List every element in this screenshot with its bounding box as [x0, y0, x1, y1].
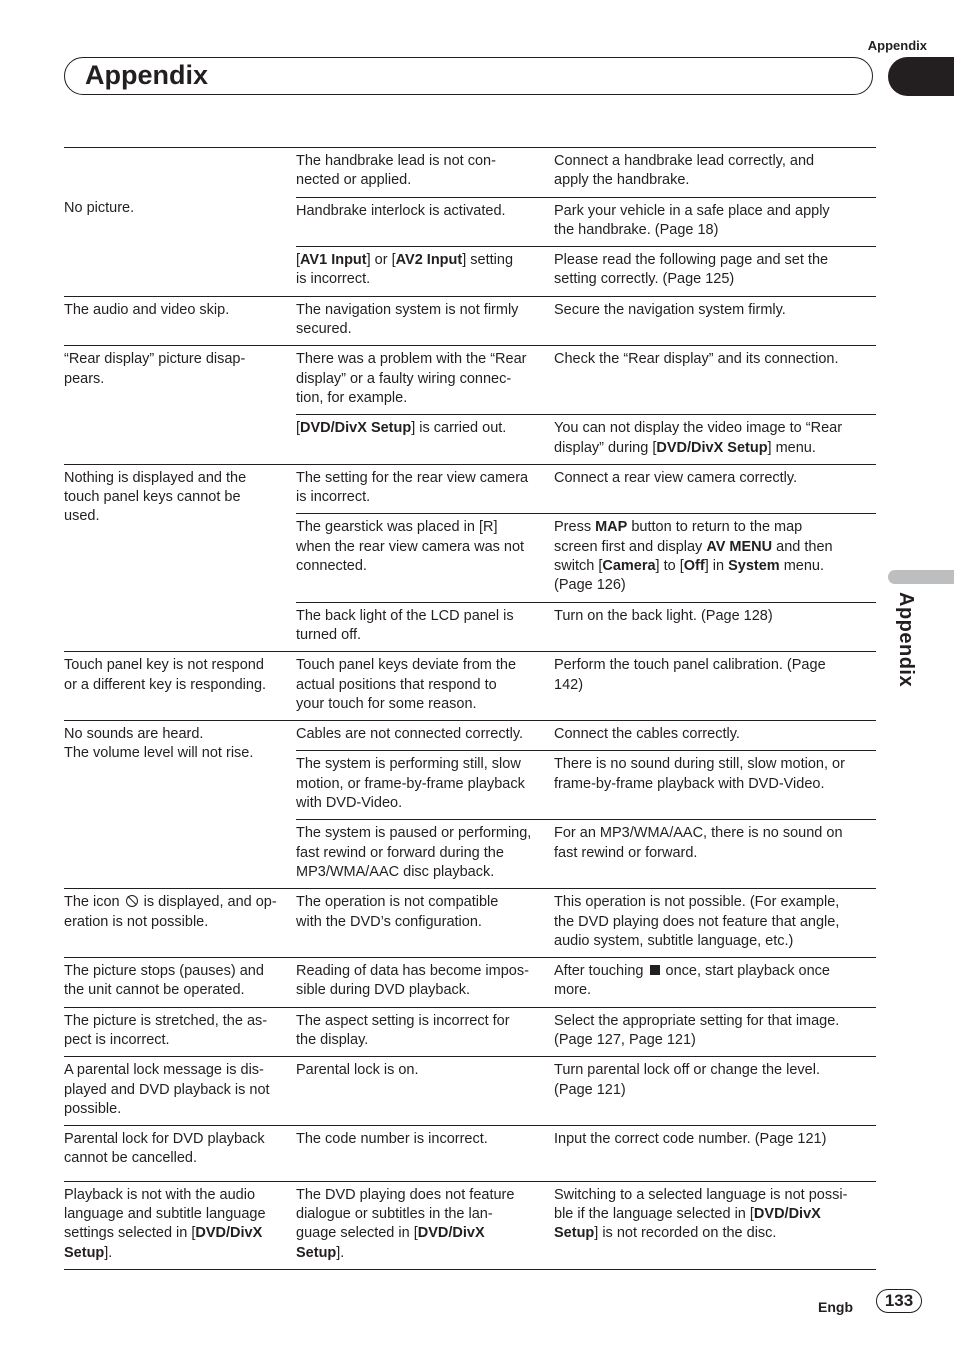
action-cell: Connect the cables correctly. [554, 721, 876, 751]
cause-cell: The system is paused or performing, fast rewind or forward during the MP3/WMA/AAC disc playback. [296, 820, 554, 889]
symptom-cell: Nothing is displayed and the touch panel keys cannot be used. [64, 464, 296, 651]
symptom-cell: Touch panel key is not respond or a different key is responding. [64, 652, 296, 721]
symptom-cell: The icon is displayed, and op- eration is not possible. [64, 889, 296, 958]
table-row [64, 346, 876, 415]
symptom-cell: “Rear display” picture disap- pears. [64, 346, 296, 464]
prohibit-icon [126, 895, 138, 907]
side-tab-marker [888, 570, 954, 584]
cause-cell: The system is performing still, slow motion, or frame-by-frame playback with DVD-Video. [296, 751, 554, 820]
action-cell: Perform the touch panel calibration. (Page 142) [554, 652, 876, 721]
language-code: Engb [818, 1299, 853, 1315]
cause-cell: Handbrake interlock is activated. [296, 197, 554, 247]
action-cell: Secure the navigation system firmly. [554, 296, 876, 346]
table-row [64, 721, 876, 751]
cause-cell: Cables are not connected correctly. [296, 721, 554, 751]
cause-cell: Parental lock is on. [296, 1057, 554, 1126]
page-title: Appendix [85, 60, 209, 90]
symptom-cell: A parental lock message is dis- played and DVD playback is not possible. [64, 1057, 296, 1126]
cause-cell: The DVD playing does not feature dialogue or subtitles in the lan- guage selected in [DVD/DivX Setup]. [296, 1181, 554, 1269]
action-cell: Connect a rear view camera correctly. [554, 464, 876, 514]
table-row [64, 652, 876, 721]
cause-cell: The navigation system is not firmly secured. [296, 296, 554, 346]
cause-cell: The gearstick was placed in [R] when the rear view camera was not connected. [296, 514, 554, 602]
action-cell: You can not display the video image to “Rear display” during [DVD/DivX Setup] menu. [554, 415, 876, 465]
action-cell: Turn on the back light. (Page 128) [554, 602, 876, 652]
action-cell: There is no sound during still, slow motion, or frame-by-frame playback with DVD-Video. [554, 751, 876, 820]
table-row [64, 1057, 876, 1126]
action-cell: Check the “Rear display” and its connection. [554, 346, 876, 415]
action-cell: Park your vehicle in a safe place and apply the handbrake. (Page 18) [554, 197, 876, 247]
action-cell: Please read the following page and set the setting correctly. (Page 125) [554, 247, 876, 297]
action-cell: Switching to a selected language is not possi- ble if the language selected in [DVD/DivX Setup] is not recorded on the disc. [554, 1181, 876, 1269]
page-number: 133 [876, 1289, 922, 1313]
action-cell: Input the correct code number. (Page 121) [554, 1126, 876, 1182]
table-row [64, 1007, 876, 1057]
table-row [64, 464, 876, 514]
table-row [64, 889, 876, 958]
cause-cell: Touch panel keys deviate from the actual positions that respond to your touch for some reason. [296, 652, 554, 721]
running-header: Appendix [867, 38, 927, 53]
troubleshooting-table [64, 147, 876, 1270]
table-row [64, 296, 876, 346]
table-row [64, 1126, 876, 1182]
symptom-cell: The audio and video skip. [64, 296, 296, 346]
cause-cell: The aspect setting is incorrect for the display. [296, 1007, 554, 1057]
action-cell: This operation is not possible. (For example, the DVD playing does not feature that angle, audio system, subtitle language, etc.) [554, 889, 876, 958]
cause-cell: The back light of the LCD panel is turned off. [296, 602, 554, 652]
table-row [64, 1181, 876, 1269]
action-cell: Turn parental lock off or change the level. (Page 121) [554, 1057, 876, 1126]
side-tab-label: Appendix [895, 592, 917, 688]
symptom-cell: No sounds are heard. The volume level will not rise. [64, 721, 296, 889]
symptom-cell: Playback is not with the audio language and subtitle language settings selected in [DVD/DivX Setup]. [64, 1181, 296, 1269]
action-cell: Select the appropriate setting for that image. (Page 127, Page 121) [554, 1007, 876, 1057]
cause-cell: There was a problem with the “Rear display” or a faulty wiring connec- tion, for example. [296, 346, 554, 415]
cause-cell: The code number is incorrect. [296, 1126, 554, 1182]
cause-cell: The setting for the rear view camera is incorrect. [296, 464, 554, 514]
table-row [64, 148, 876, 198]
cause-cell: The handbrake lead is not con- nected or applied. [296, 148, 554, 198]
action-cell: After touching once, start playback once more. [554, 958, 876, 1008]
symptom-cell: The picture stops (pauses) and the unit cannot be operated. [64, 958, 296, 1008]
action-cell: Press MAP button to return to the map screen first and display AV MENU and then switch [Camera] to [Off] in System menu. (Page 126) [554, 514, 876, 602]
title-box [64, 57, 873, 95]
cause-cell: [DVD/DivX Setup] is carried out. [296, 415, 554, 465]
cause-cell: Reading of data has become impos- sible during DVD playback. [296, 958, 554, 1008]
symptom-cell: The picture is stretched, the as- pect is incorrect. [64, 1007, 296, 1057]
section-tab-marker [888, 57, 954, 96]
symptom-cell: No picture. [64, 148, 296, 297]
table-row [64, 958, 876, 1008]
cause-cell: The operation is not compatible with the DVD’s configuration. [296, 889, 554, 958]
cause-cell: [AV1 Input] or [AV2 Input] setting is incorrect. [296, 247, 554, 297]
action-cell: For an MP3/WMA/AAC, there is no sound on fast rewind or forward. [554, 820, 876, 889]
stop-square-icon [650, 965, 660, 975]
symptom-cell: Parental lock for DVD playback cannot be cancelled. [64, 1126, 296, 1182]
action-cell: Connect a handbrake lead correctly, and apply the handbrake. [554, 148, 876, 198]
